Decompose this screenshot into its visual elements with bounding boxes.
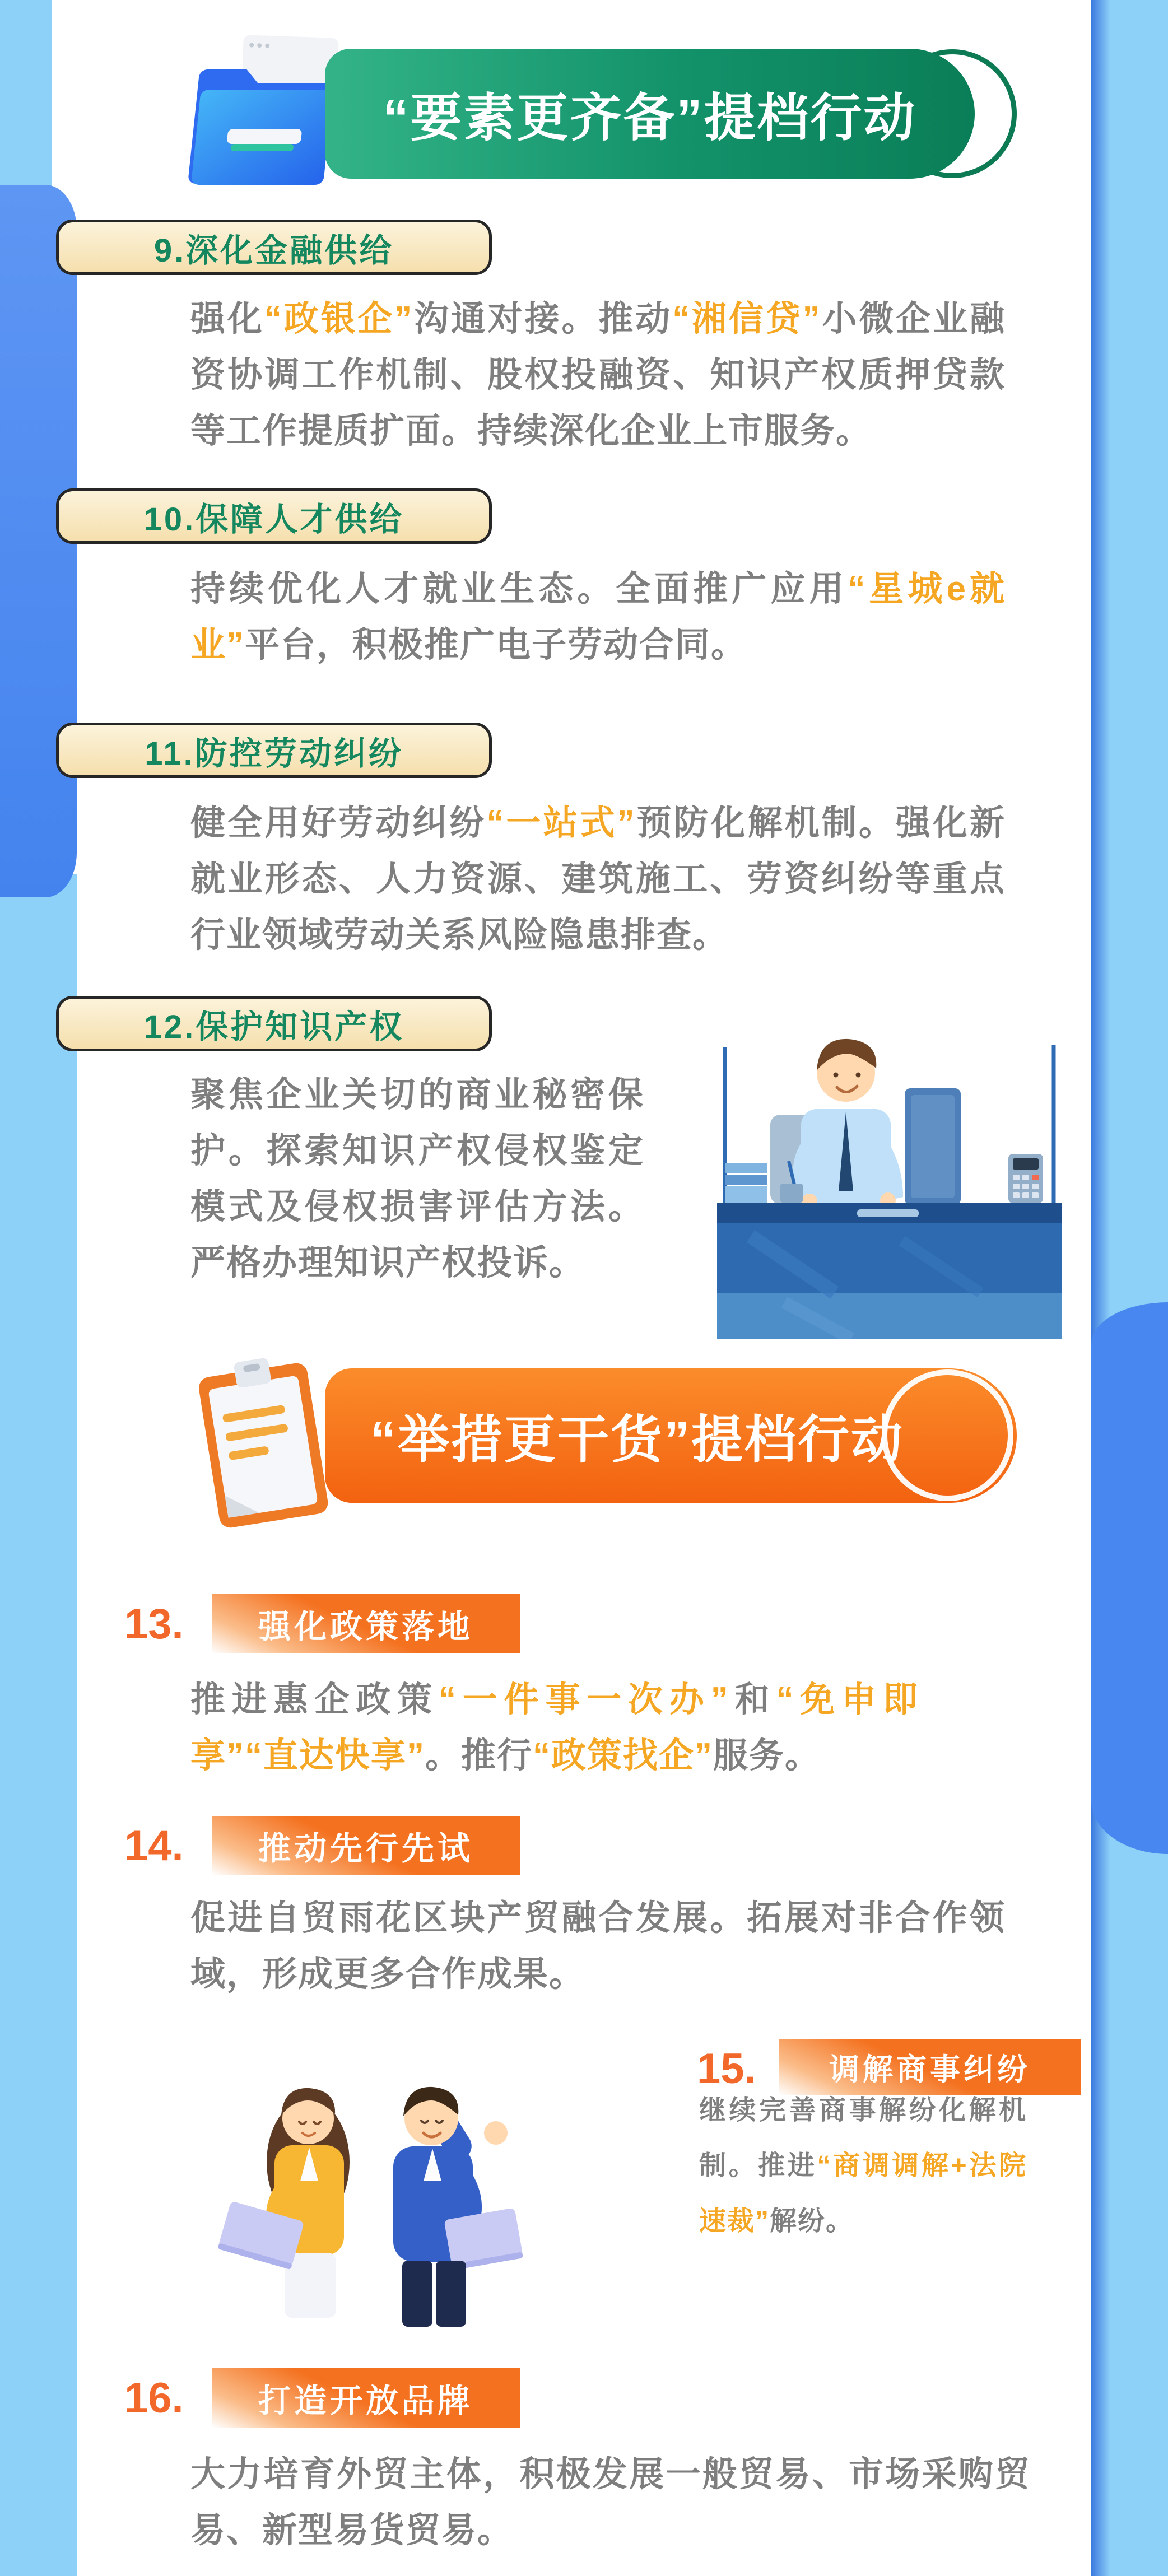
section-10-text: 持续优化人才就业生态。全面推广应用“星城e就业”平台，积极推广电子劳动合同。 <box>190 570 1006 664</box>
header-banner-orange <box>325 1368 1017 1503</box>
section-15-number: 15. <box>697 2045 756 2093</box>
section-14-badge: 推动先行先试 <box>212 1816 520 1875</box>
section-13-text: 推进惠企政策“一件事一次办”和“免申即享”“直达快享”。推行“政策找企”服务。 <box>190 1680 919 1775</box>
section-12-text: 聚焦企业关切的商业秘密保护。探索知识产权侵权鉴定模式及侵权损害评估方法。严格办理知识产权投诉。 <box>190 1075 644 1282</box>
banner-bar <box>325 49 975 179</box>
section-14-text: 促进自贸雨花区块产贸融合发展。拓展对非合作领域，形成更多合作成果。 <box>190 1899 1006 1993</box>
section-13-badge: 强化政策落地 <box>212 1594 520 1653</box>
left-light-strip-top <box>0 0 52 190</box>
section-14-number: 14. <box>124 1822 184 1870</box>
right-strip-dark-edge <box>1091 0 1110 2576</box>
section-9-text: 强化“政银企”沟通对接。推动“湘信贷”小微企业融资协调工作机制、股权投融资、知识产权质押贷款等工作提质扩面。持续深化企业上市服务。 <box>190 300 1006 450</box>
section-11-badge: 11.防控劳动纠纷 <box>56 723 492 778</box>
section-16-number: 16. <box>124 2374 184 2422</box>
header-green-title: “要素更齐备”提档行动 <box>383 90 917 147</box>
right-dark-blue-shape <box>1091 1302 1168 1854</box>
header-orange-title: “举措更干货”提档行动 <box>370 1412 904 1469</box>
business-team-illustration <box>140 2067 627 2330</box>
section-13-number: 13. <box>124 1600 184 1648</box>
section-10-badge: 10.保障人才供给 <box>56 488 492 544</box>
section-11-text: 健全用好劳动纠纷“一站式”预防化解机制。强化新就业形态、人力资源、建筑施工、劳资纠纷等重点行业领域劳动关系风险隐患排查。 <box>190 804 1006 954</box>
section-12-badge: 12.保护知识产权 <box>56 996 492 1051</box>
section-16-text: 大力培育外贸主体，积极发展一般贸易、市场采购贸易、新型易货贸易。 <box>190 2455 1031 2550</box>
section-9-badge: 9.深化金融供给 <box>56 220 492 275</box>
section-15-badge: 调解商事纠纷 <box>779 2039 1081 2095</box>
office-clerk-illustration <box>717 1017 1062 1339</box>
left-light-strip-bottom <box>0 874 77 2576</box>
section-15-text: 继续完善商事解纷化解机制。推进“商调调解+法院速裁”解纷。 <box>699 2095 1027 2236</box>
header-banner-green <box>325 49 1017 179</box>
section-16-badge: 打造开放品牌 <box>212 2368 520 2428</box>
